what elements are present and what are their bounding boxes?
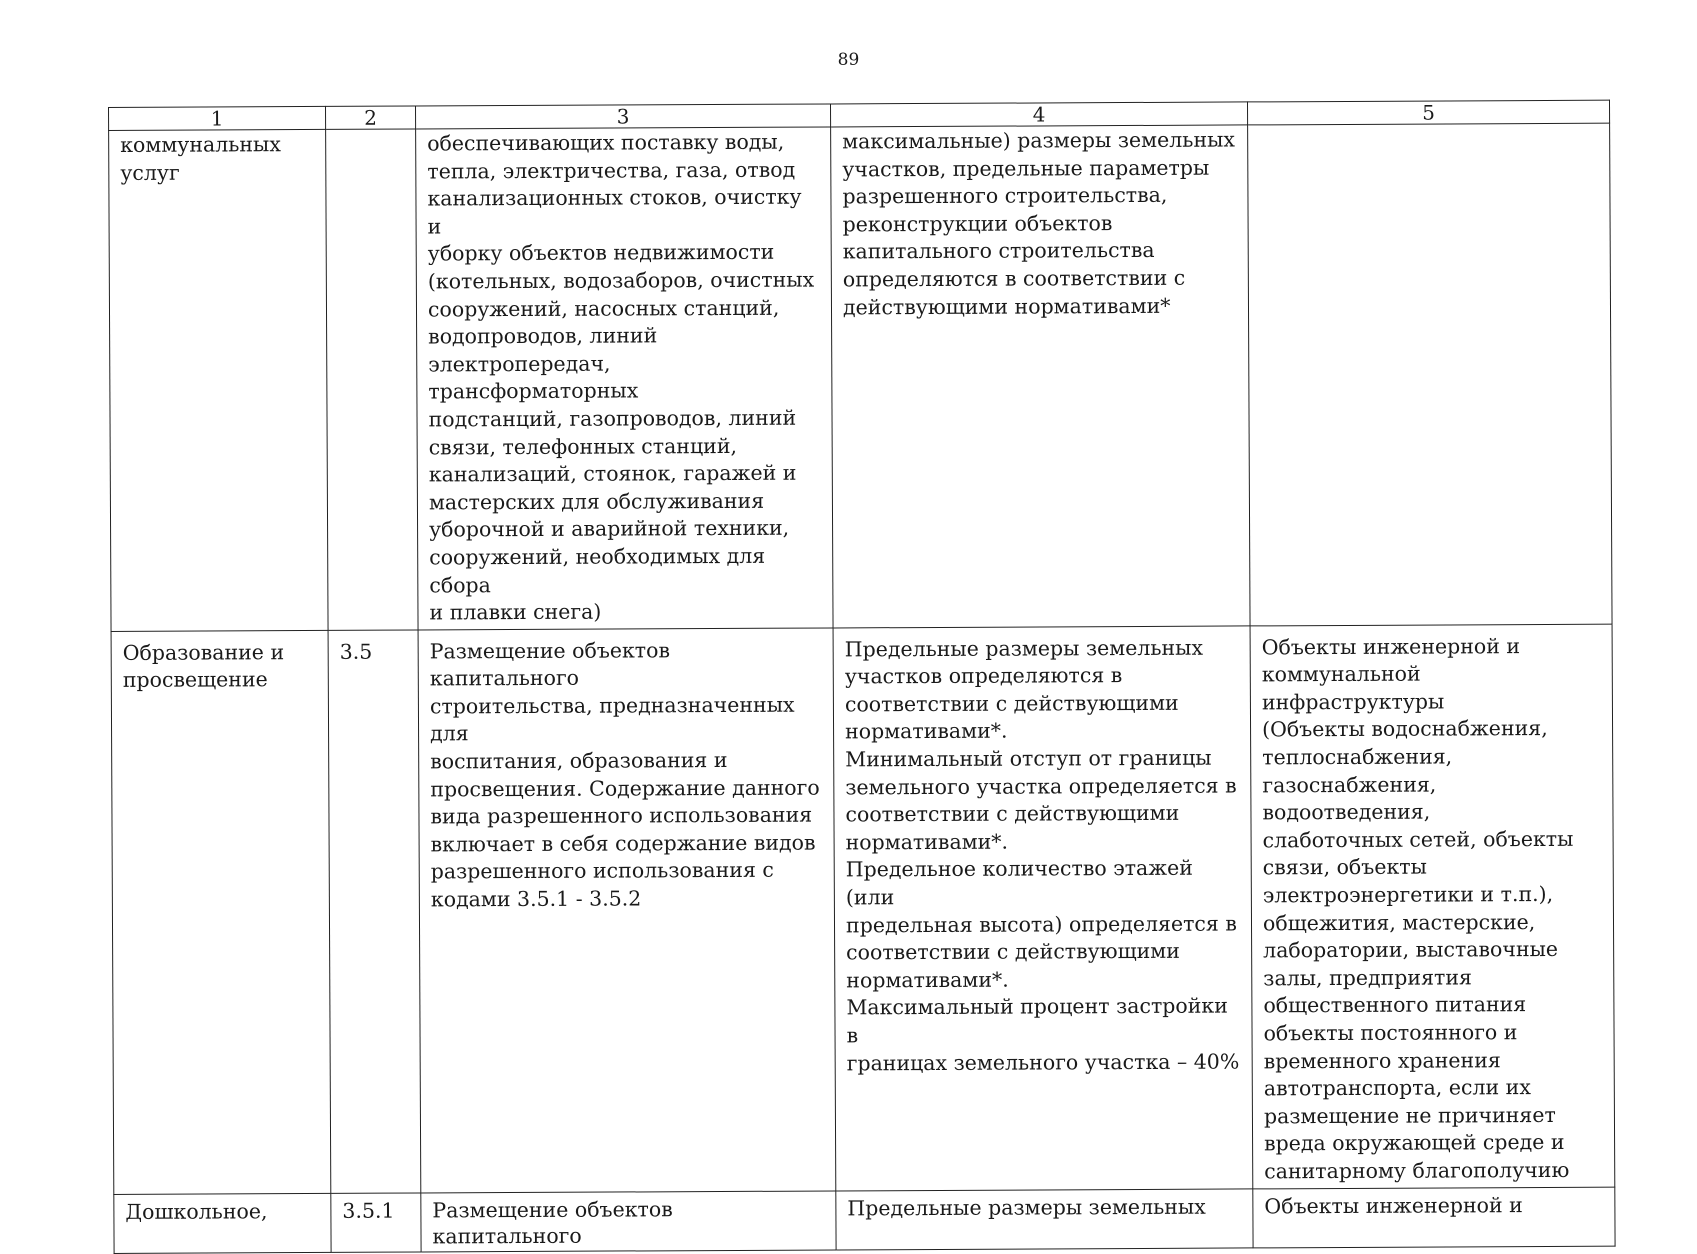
column-header-2: 2 (325, 106, 415, 129)
cell-use-description: обеспечивающих поставку воды, тепла, электричества, газа, отвод канализационных стоков, очистку и уборку объектов недвижимости (котельных, водозаборов, очистных сооружений, насосных станций, водопроводов, линий электропередач, трансформаторных подстанций, газопроводов, линий связи, телефонных станций, канализаций, стоянок, гаражей и мастерских для обслуживания уборочной и аварийной техники, сооружений, необходимых для сбора и плавки снега) (416, 127, 833, 630)
column-header-1: 1 (109, 106, 326, 130)
cell-auxiliary-uses: Объекты инженерной и коммунальной инфраструктуры (Объекты водоснабжения, теплоснабжения, газоснабжения, водоотведения, слаботочных сетей, объекты связи, объекты электроэнергетики и т.п.), общежития, мастерские, лаборатории, выставочные залы, предприятия общественного питания объекты постоянного и временного хранения автотранспорта, если их размещение не причиняет вреда окружающей среде и санитарному благополучию (1250, 624, 1615, 1189)
cell-auxiliary-uses (1248, 123, 1612, 625)
cell-auxiliary-uses: Объекты инженерной и (1253, 1187, 1615, 1248)
column-header-5: 5 (1247, 100, 1609, 125)
cell-use-description: Размещение объектов капитального строительства, предназначенных для воспитания, образования и просвещения. Содержание данного вида разрешенного использования включает в себя содержание видов разрешенного использования с кодами 3.5.1 - 3.5.2 (418, 628, 836, 1193)
cell-use-description: Размещение объектов капитального (421, 1191, 836, 1252)
column-header-4: 4 (830, 102, 1247, 127)
table-row (109, 123, 1612, 631)
cell-use-name: Образование и просвещение (111, 630, 331, 1194)
cell-use-name: Дошкольное, (114, 1193, 331, 1253)
cell-parameters: максимальные) размеры земельных участков, предельные параметры разрешенного строительства, реконструкции объектов капитального строительства определяются в соответствии с действующими нормативами* (831, 125, 1250, 628)
cell-use-code: 3.5 (328, 630, 421, 1193)
cell-parameters: Предельные размеры земельных участков определяются в соответствии с действующими нормативами*. Минимальный отступ от границы земельного участка определяется в соответствии с действующими нормативами*. Предельное количество этажей (или предельная высота) определяется в соответствии с действующими нормативами*. Максимальный процент застройки в границах земельного участка – 40% (833, 626, 1253, 1191)
cell-use-name: коммунальных услуг (109, 129, 328, 631)
cell-use-code (326, 129, 418, 630)
cell-parameters: Предельные размеры земельных (836, 1188, 1253, 1249)
zoning-table (108, 100, 1616, 1254)
table-row (111, 624, 1615, 1194)
page-number: 89 (837, 50, 860, 70)
table-row (114, 1187, 1615, 1253)
cell-use-code: 3.5.1 (331, 1193, 421, 1252)
column-header-3: 3 (415, 104, 830, 129)
